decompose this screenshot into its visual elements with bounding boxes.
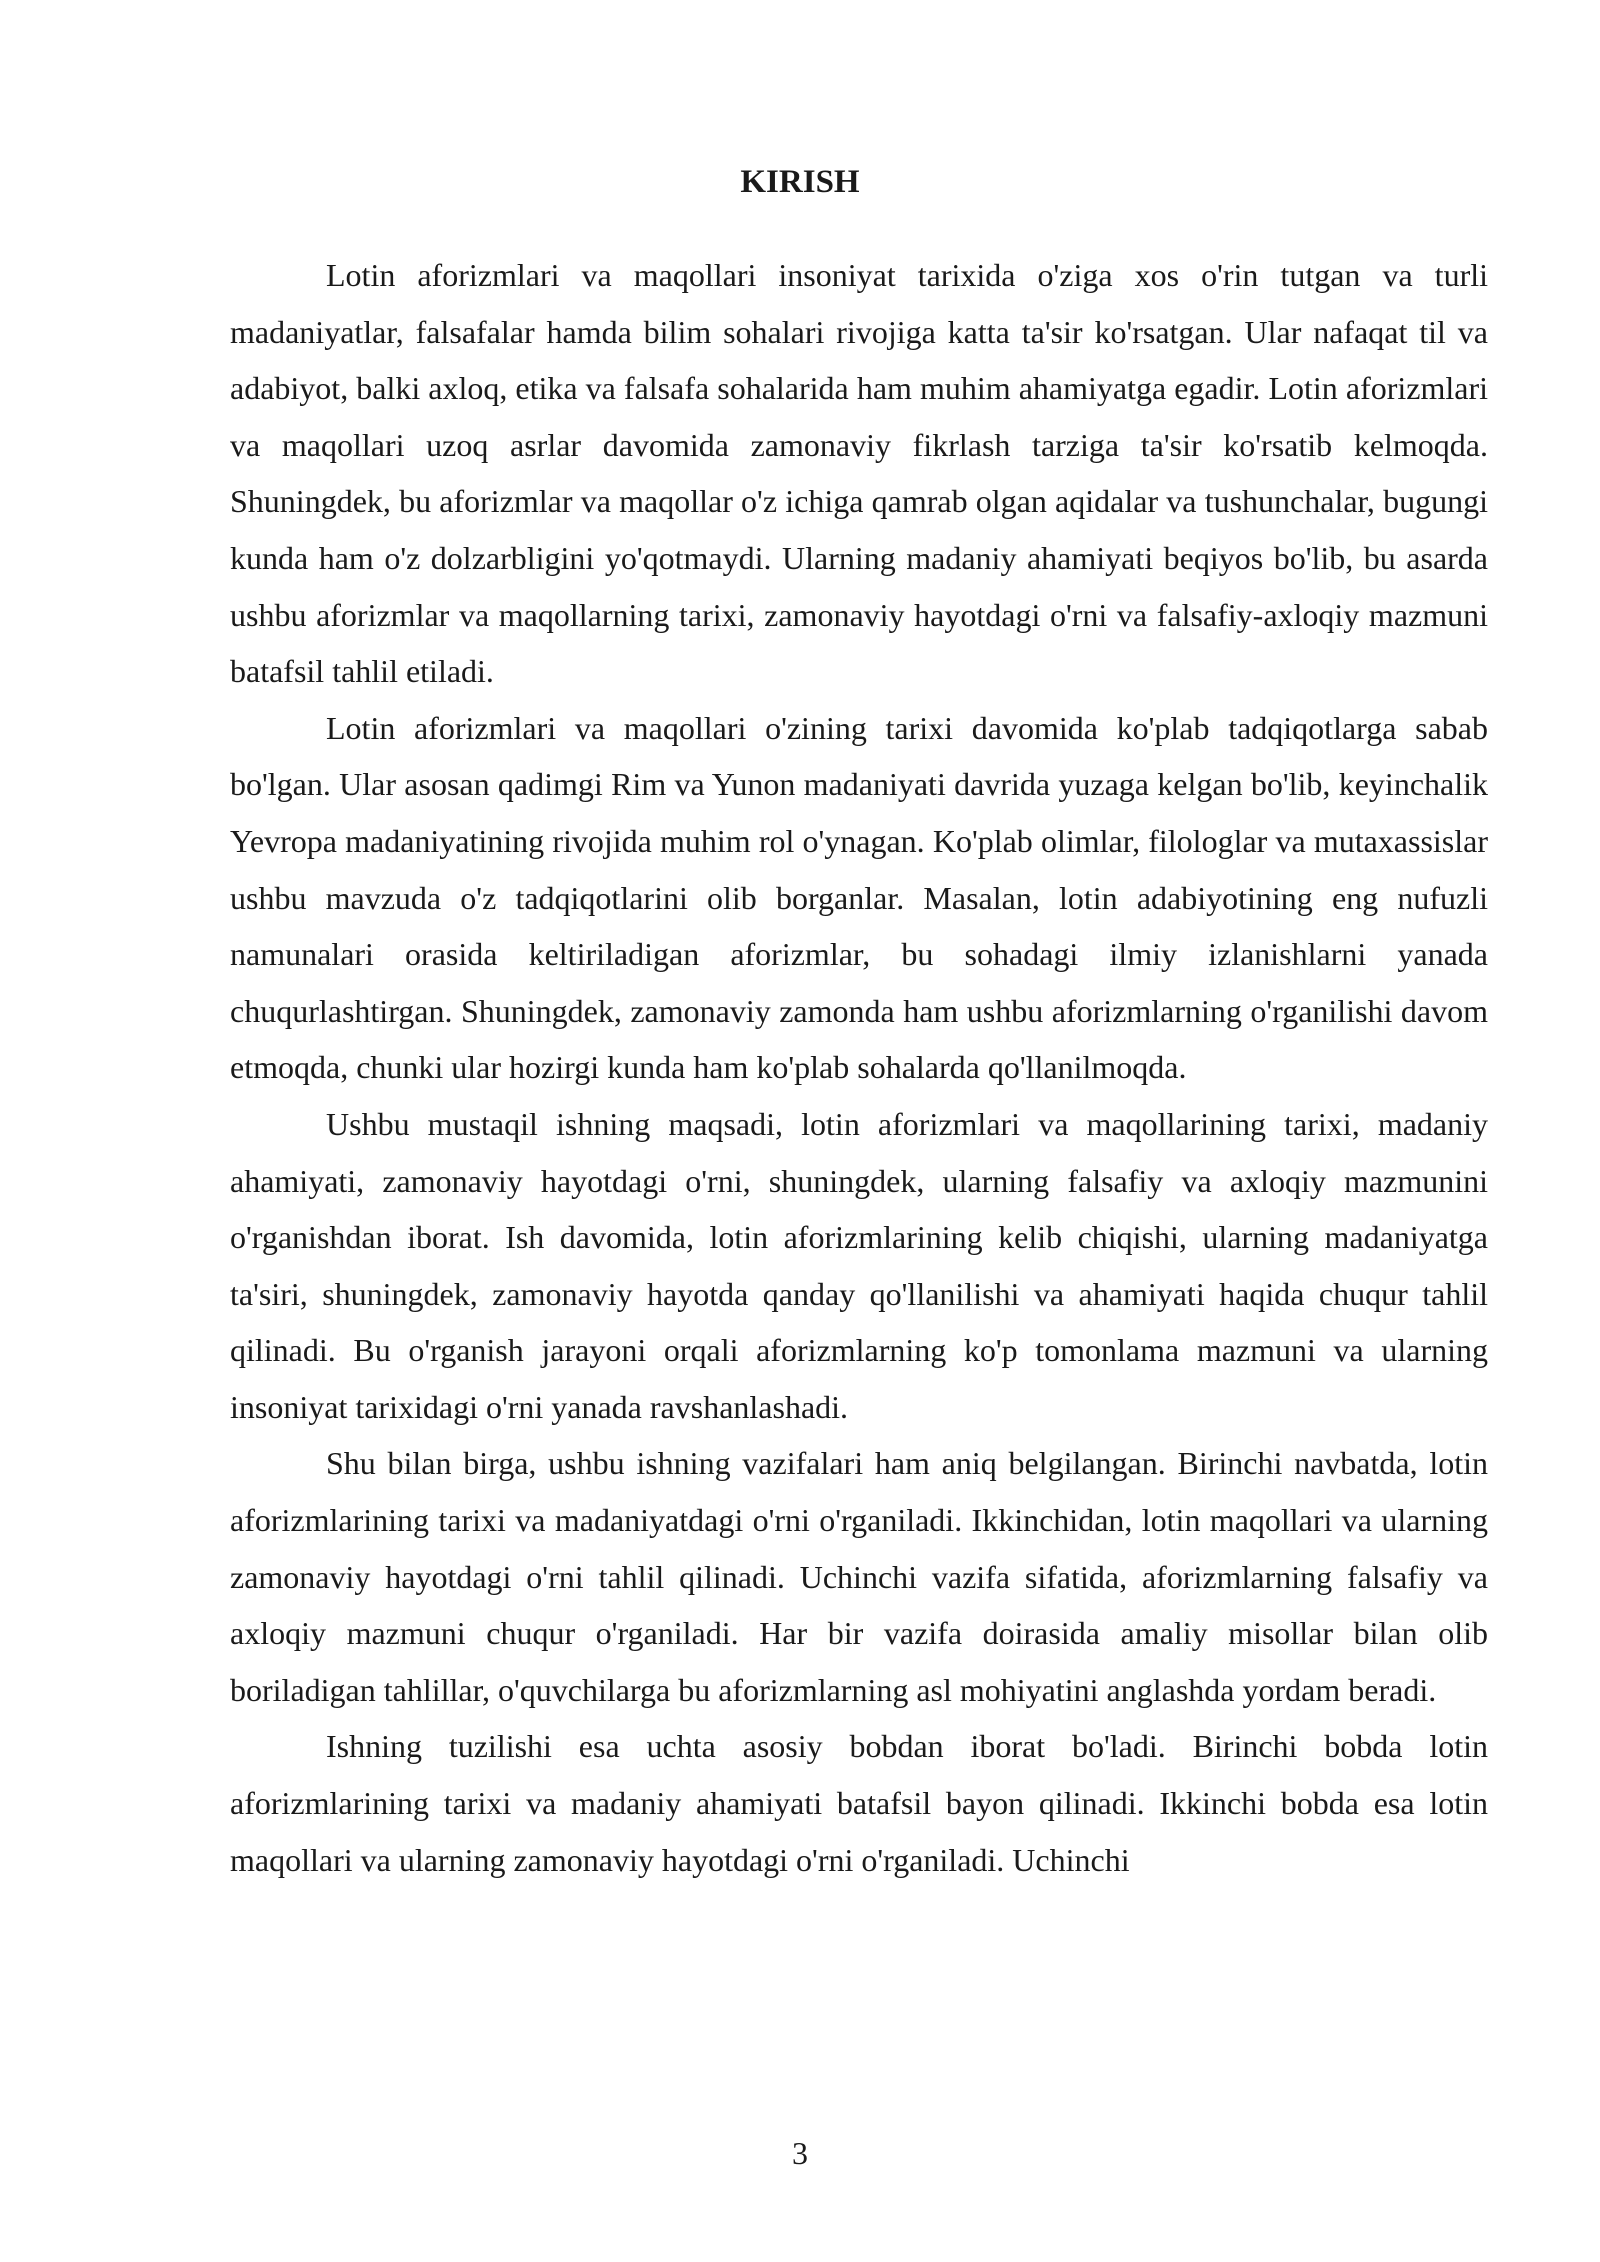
paragraph-4: Shu bilan birga, ushbu ishning vazifalari ham aniq belgilangan. Birinchi navbatda, lotin aforizmlarining tarixi va madaniyatdagi o'rni o'rganiladi. Ikkinchidan, lotin maqollari va ularning zamonaviy hayotdagi o'rni tahlil qilinadi. Uchinchi vazifa sifatida, aforizmlarning falsafiy va axloqiy mazmuni chuqur o'rganiladi. Har bir vazifa doirasida amaliy misollar bilan olib boriladigan tahlillar, o'quvchilarga bu aforizmlarning asl mohiyatini anglashda yordam beradi. (230, 1445, 1488, 1708)
page-number: 3 (792, 2135, 808, 2171)
paragraph-2: Lotin aforizmlari va maqollari o'zining tarixi davomida ko'plab tadqiqotlarga sabab bo'lgan. Ular asosan qadimgi Rim va Yunon madaniyati davrida yuzaga kelgan bo'lib, keyinchalik Yevropa madaniyatining rivojida muhim rol o'ynagan. Ko'plab olimlar, filologlar va mutaxassislar ushbu mavzuda o'z tadqiqotlarini olib borganlar. Masalan, lotin adabiyotining eng nufuzli namunalari orasida keltiriladigan aforizmlar, bu sohadagi ilmiy izlanishlarni yanada chuqurlashtirgan. Shuningdek, zamonaviy zamonda ham ushbu aforizmlarning o'rganilishi davom etmoqda, chunki ular hozirgi kunda ham ko'plab sohalarda qo'llanilmoqda. (230, 709, 1488, 1086)
paragraph-3: Ushbu mustaqil ishning maqsadi, lotin aforizmlari va maqollarining tarixi, madaniy ahamiyati, zamonaviy hayotdagi o'rni, shuningdek, ularning falsafiy va axloqiy mazmunini o'rganishdan iborat. Ish davomida, lotin aforizmlarining kelib chiqishi, ularning madaniyatga ta'siri, shuningdek, zamonaviy hayotda qanday qo'llanilishi va ahamiyati haqida chuqur tahlil qilinadi. Bu o'rganish jarayoni orqali aforizmlarning ko'p tomonlama mazmuni va ularning insoniyat tarixidagi o'rni yanada ravshanlashadi. (230, 1105, 1488, 1425)
paragraph-1: Lotin aforizmlari va maqollari insoniyat tarixida o'ziga xos o'rin tutgan va turli madaniyatlar, falsafalar hamda bilim sohalari rivojiga katta ta'sir ko'rsatgan. Ular nafaqat til va adabiyot, balki axloq, etika va falsafa sohalarida ham muhim ahamiyatga egadir. Lotin aforizmlari va maqollari uzoq asrlar davomida zamonaviy fikrlash tarziga ta'sir ko'rsatib kelmoqda. Shuningdek, bu aforizmlar va maqollar o'z ichiga qamrab olgan aqidalar va tushunchalar, bugungi kunda ham o'z dolzarbligini yo'qotmaydi. Ularning madaniy ahamiyati beqiyos bo'lib, bu asarda ushbu aforizmlar va maqollarning tarixi, zamonaviy hayotdagi o'rni va falsafiy-axloqiy mazmuni batafsil tahlil etiladi. (230, 257, 1488, 690)
page-title: KIRISH (740, 164, 860, 200)
paragraph-5: Ishning tuzilishi esa uchta asosiy bobdan iborat bo'ladi. Birinchi bobda lotin aforizmlarining tarixi va madaniy ahamiyati batafsil bayon qilinadi. Ikkinchi bobda esa lotin maqollari va ularning zamonaviy hayotdagi o'rni o'rganiladi. Uchinchi (230, 1728, 1488, 1878)
body-text (230, 247, 1488, 1888)
